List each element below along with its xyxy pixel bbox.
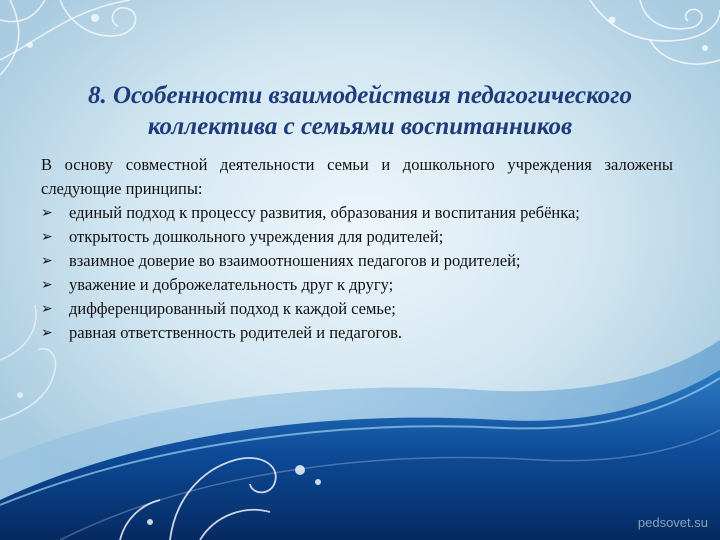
- slide-body: [41, 153, 673, 345]
- list-item-text: взаимное доверие во взаимоотношениях педагогов и родителей;: [69, 251, 521, 270]
- list-item-text: открытость дошкольного учреждения для родителей;: [69, 227, 444, 246]
- list-item-text: дифференцированный подход к каждой семье;: [69, 299, 396, 318]
- list-item-text: единый подход к процессу развития, образования и воспитания ребёнка;: [69, 203, 580, 222]
- principles-list: [41, 201, 673, 345]
- intro-paragraph: В основу совместной деятельности семьи и дошкольного учреждения заложены следующие принципы:: [41, 155, 673, 198]
- arrow-bullet-icon: ➢: [41, 301, 53, 317]
- list-item-text: уважение и доброжелательность друг к другу;: [69, 275, 394, 294]
- arrow-bullet-icon: ➢: [41, 325, 53, 341]
- slide-title-line-1: 8. Особенности взаимодействия педагогического: [87, 82, 633, 109]
- list-item: [41, 321, 673, 345]
- list-item-text: равная ответственность родителей и педагогов.: [69, 323, 402, 342]
- watermark: pedsovet.su: [637, 515, 708, 530]
- list-item: [41, 249, 673, 273]
- list-item: [41, 201, 673, 225]
- list-item: [41, 297, 673, 321]
- arrow-bullet-icon: ➢: [41, 277, 53, 293]
- slide-title: [40, 80, 680, 142]
- list-item: [41, 273, 673, 297]
- arrow-bullet-icon: ➢: [41, 205, 53, 221]
- arrow-bullet-icon: ➢: [41, 229, 53, 245]
- list-item: [41, 225, 673, 249]
- arrow-bullet-icon: ➢: [41, 253, 53, 269]
- slide-title-line-2: коллектива с семьями воспитанников: [147, 113, 573, 140]
